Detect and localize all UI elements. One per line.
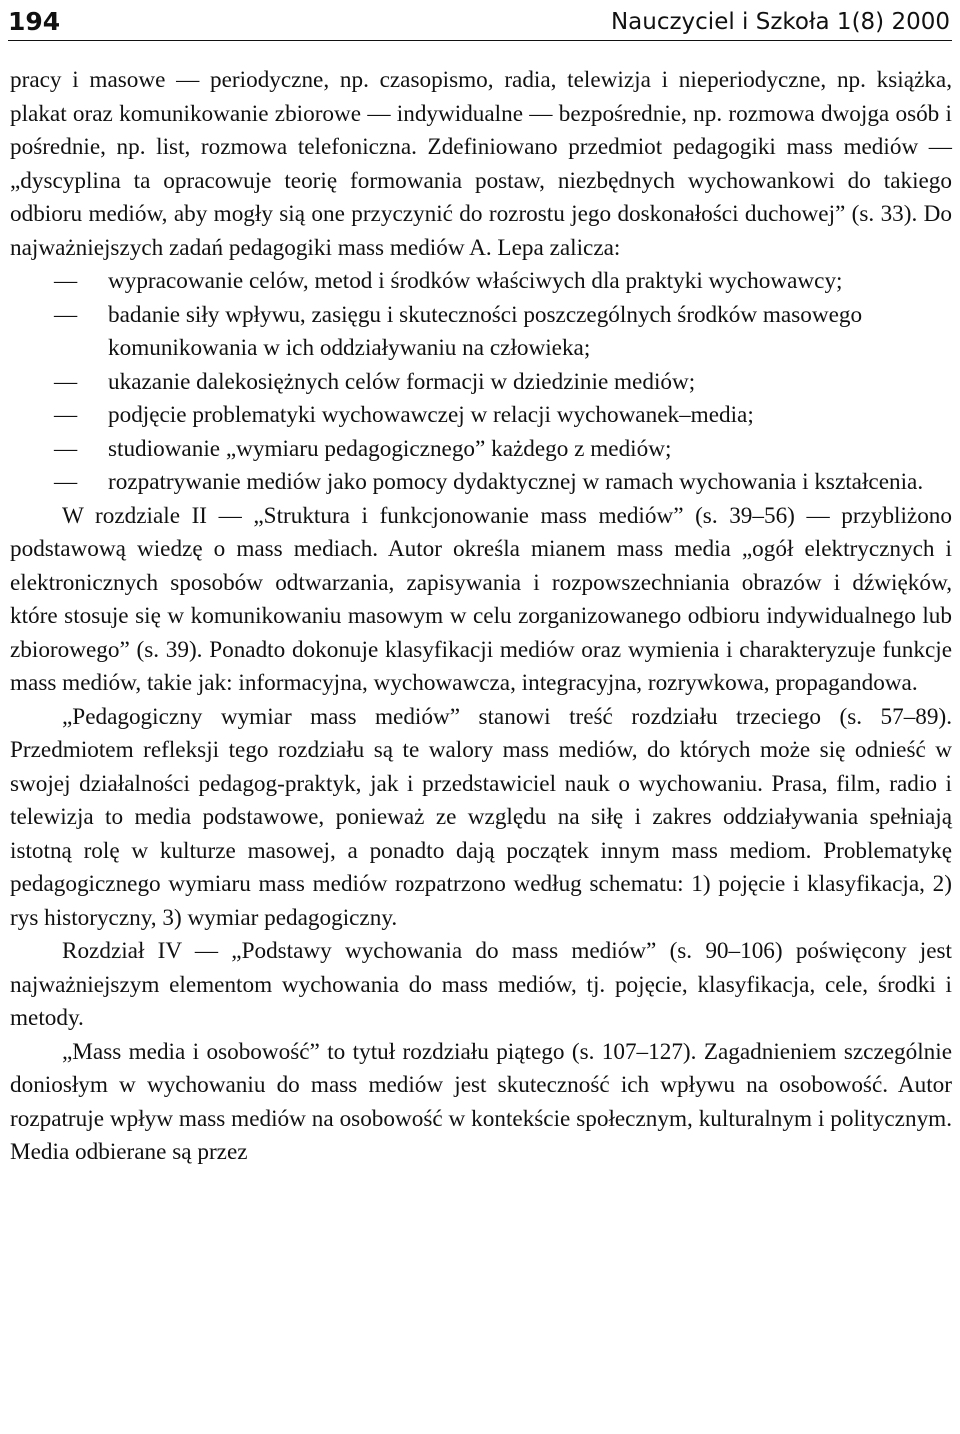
list-dash: — (54, 368, 78, 395)
list-item (10, 399, 952, 433)
paragraph: Rozdział IV — „Podstawy wychowania do mass mediów” (s. 90–106) poświęcony jest najważniejszym elementom wychowania do mass mediów, tj. pojęcie, klasyfikacja, cele, środki i metody. (10, 938, 952, 1031)
list-item-text: studiowanie „wymiaru pedagogicznego” każdego z mediów; (108, 435, 672, 462)
list-dash: — (54, 435, 78, 462)
list-item-text: rozpatrywanie mediów jako pomocy dydaktycznej w ramach wychowania i kształcenia. (108, 469, 924, 495)
list-dash: — (54, 469, 78, 495)
paragraph: „Mass media i osobowość” to tytuł rozdziału piątego (s. 107–127). Zagadnieniem szczególnie doniosłym w wychowaniu do mass mediów jest skuteczność ich wpływu na osobowość. Autor rozpatruje wpływ mass mediów na osobowość w kontekście społecznym, kulturalnym i politycznym. Media odbierane są przez (10, 1038, 952, 1165)
body-text (10, 64, 952, 1170)
list-dash: — (54, 301, 78, 328)
task-list (10, 265, 952, 500)
list-item (10, 265, 952, 299)
list-dash: — (54, 402, 78, 428)
paragraph: pracy i masowe — periodyczne, np. czasopismo, radia, telewizja i nieperiodyczne, np. książka, plakat oraz komunikowanie zbiorowe — indywidualne — bezpośrednie, np. rozmowa dwojga osób i pośrednie, np. list, rozmowa telefoniczna. Zdefiniowano przedmiot pedagogiki mass mediów — „dyscyplina ta opracowuje teorię formowania postaw, niezbędnych wychowankowi do takiego odbioru mediów, aby mogły sią one przyczynić do rozrostu jego doskonałości duchowej” (s. 33). Do najważniejszych zadań pedagogiki mass mediów A. Lepa zalicza: (10, 67, 952, 261)
list-item (10, 366, 952, 400)
list-item-text: wypracowanie celów, metod i środków właściwych dla praktyki wychowawcy; (108, 268, 843, 294)
list-item-text: podjęcie problematyki wychowawczej w relacji wychowanek–media; (108, 402, 754, 428)
paragraph: „Pedagogiczny wymiar mass mediów” stanowi treść rozdziału trzeciego (s. 57–89). Przedmiotem refleksji tego rozdziału są te walory mass mediów, do których może się odnieść w swojej działalności pedagog-praktyk, jak i przedstawiciel nauk o wychowaniu. Prasa, film, radio i telewizja to media podstawowe, ponieważ ze względu na siłę i zakres oddziaływania spełniają istotną rolę w kulturze masowej, a ponadto dają początek innym mass mediom. Problematykę pedagogicznego wymiaru mass mediów rozpatrzono według schematu: 1) pojęcie i klasyfikacja, 2) rys historyczny, 3) wymiar pedagogiczny. (10, 703, 952, 931)
list-item (10, 299, 952, 366)
list-item (10, 433, 952, 467)
list-item-text: badanie siły wpływu, zasięgu i skuteczności poszczególnych środków masowego komunikowania w ich oddziaływaniu na człowieka; (108, 301, 863, 361)
list-dash: — (54, 268, 78, 294)
list-item-text: ukazanie dalekosiężnych celów formacji w dziedzinie mediów; (108, 368, 696, 395)
running-head: Nauczyciel i Szkoła 1(8) 2000 (610, 9, 950, 35)
paragraph: W rozdziale II — „Struktura i funkcjonowanie mass mediów” (s. 39–56) — przybliżono podstawową wiedzę o mass mediach. Autor określa mianem mass media „ogół elektrycznych i elektronicznych sposobów odtwarzania, zapisywania i rozpowszechniania obrazów i dźwięków, które stosuje się w komunikowaniu masowym w celu zorganizowanego odbioru indywidualnego lub zbiorowego” (s. 39). Ponadto dokonuje klasyfikacji mediów oraz wymienia i charakteryzuje funkcje mass mediów, takie jak: informacyjna, wychowawcza, integracyjna, rozrywkowa, propagandowa. (10, 502, 952, 696)
page-header (8, 6, 952, 41)
list-item (10, 466, 952, 500)
page-number: 194 (8, 7, 61, 36)
